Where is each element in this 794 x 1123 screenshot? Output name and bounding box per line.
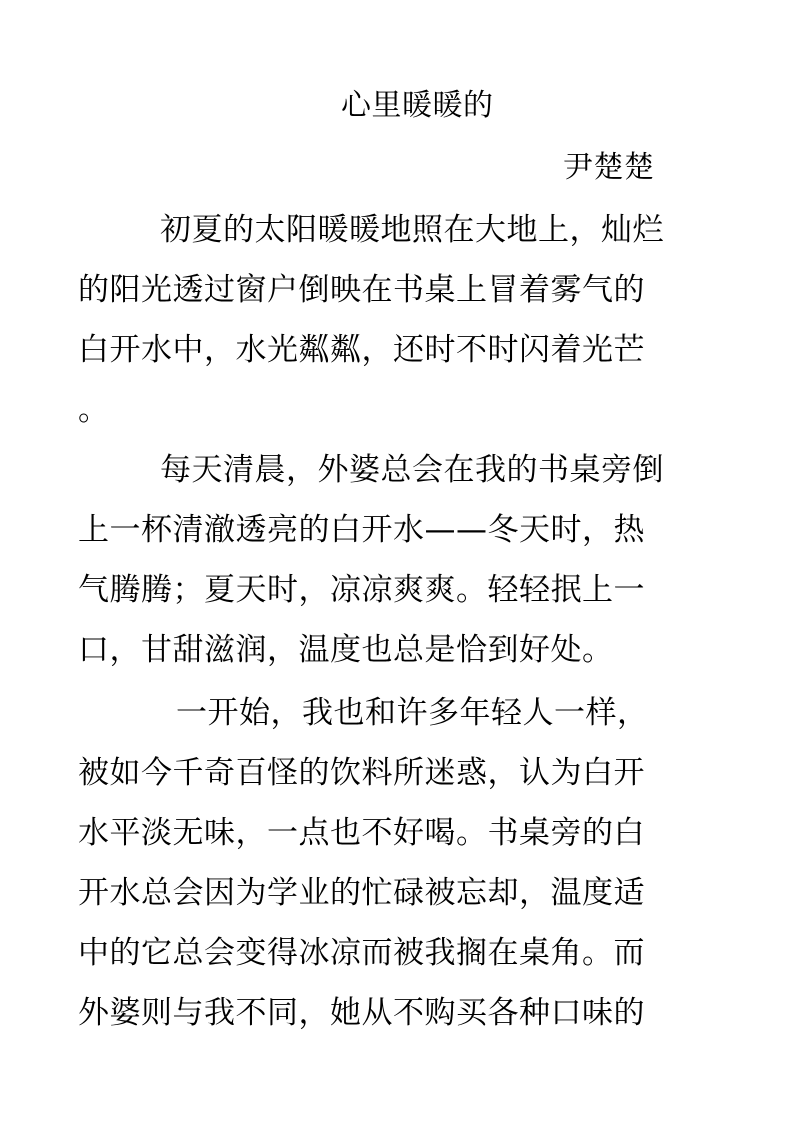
document-title: 心里暖暖的	[341, 88, 494, 123]
document-author: 尹楚楚	[563, 150, 655, 185]
paragraph-line: 的阳光透过窗户倒映在书桌上冒着雾气的	[78, 272, 645, 308]
paragraph-line: 气腾腾；夏天时，凉凉爽爽。轻轻抿上一	[78, 572, 645, 608]
paragraph-line: 一开始，我也和许多年轻人一样，	[176, 695, 649, 731]
paragraph-line: 中的它总会变得冰凉而被我搁在桌角。而	[78, 935, 645, 971]
paragraph-line: 外婆则与我不同，她从不购买各种口味的	[78, 995, 645, 1031]
paragraph-line: 口，甘甜滋润，温度也总是恰到好处。	[78, 632, 614, 668]
paragraph-line: 被如今千奇百怪的饮料所迷惑，认为白开	[78, 755, 645, 791]
paragraph-line: 。	[78, 392, 110, 428]
paragraph-line: 开水总会因为学业的忙碌被忘却，温度适	[78, 875, 645, 911]
paragraph-line: 白开水中，水光粼粼，还时不时闪着光芒	[78, 332, 645, 368]
paragraph-line: 水平淡无味，一点也不好喝。书桌旁的白	[78, 815, 645, 851]
paragraph-line: 上一杯清澈透亮的白开水——冬天时，热	[78, 512, 645, 548]
paragraph-line: 每天清晨，外婆总会在我的书桌旁倒	[160, 452, 664, 488]
paragraph-line: 初夏的太阳暖暖地照在大地上，灿烂	[160, 212, 664, 248]
